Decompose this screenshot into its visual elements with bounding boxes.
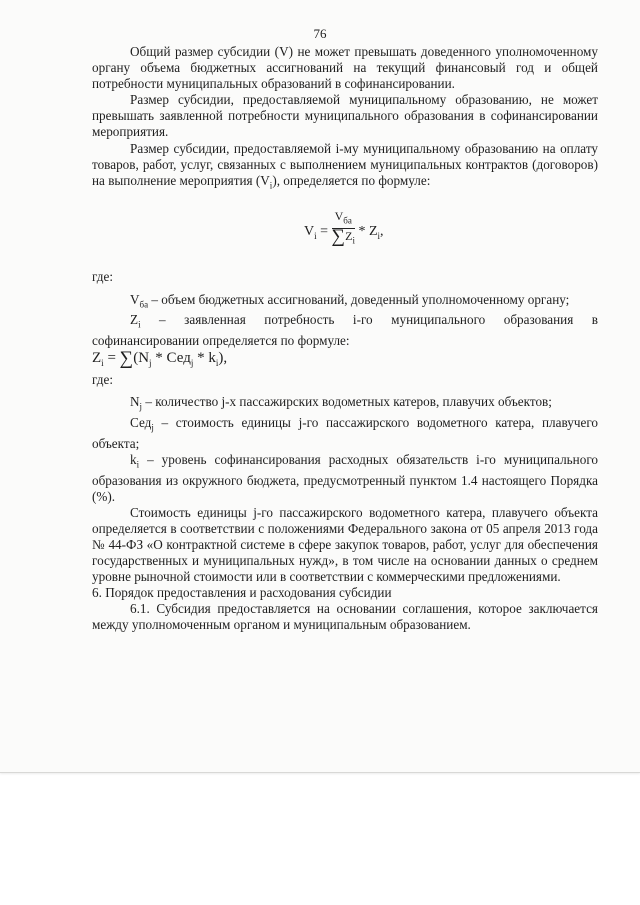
- definition-vba: $V_{ба}$ – объем бюджетных ассигнований, доведенный уполномоченному органу;: [130, 291, 570, 310]
- formula-fraction: $\frac{V_{ба}}{\sum Z_i}$: [331, 209, 355, 247]
- formula-demand: $Z_i = \sum(N_j * Сед_j * k_i)$,: [92, 348, 228, 370]
- paragraph-municipal-limit: Размер субсидии, предоставляемой муниципальному образованию, не может превышать заявленной потребности муниципального образования в софинансировании мероприятия.: [92, 92, 598, 140]
- where-label-1: где:: [92, 269, 113, 285]
- where-label-2: где:: [92, 372, 113, 388]
- formula-subsidy: $V_i$ = $\frac{V_{ба}}{\sum Z_i}$ * $Z_i$,: [304, 209, 384, 247]
- paragraph-unit-cost: Стоимость единицы j-го пассажирского водометного катера, плавучего объекта определяется в соответствии с положениями Федерального закона от 05 апреля 2013 года № 44-ФЗ «О контрактной системе в сфере закупок товаров, работ, услуг для обеспечения государственных и муниципальных нужд», в том числе на основании данных о среднем уровне рыночной стоимости или в соответствии с коммерческими предложениями.: [92, 504, 598, 585]
- paragraph-total-limit: Общий размер субсидии (V) не может превышать доведенного уполномоченному органу объема бюджетных ассигнований на текущий финансовый год и общей потребности муниципальных образований в софинансировании.: [92, 44, 598, 92]
- document-body: [92, 44, 598, 633]
- page-number: 76: [313, 26, 327, 41]
- section-heading: 6. Порядок предоставления и расходования субсидии: [92, 585, 392, 601]
- definition-ki: $k_i$ – уровень софинансирования расходных обязательств i-го муниципального образования из окружного бюджета, предусмотренный пунктом 1.4 настоящего Порядка (%).: [92, 451, 598, 504]
- definition-nj: $N_j$ – количество j-х пассажирских водометных катеров, плавучих объектов;: [130, 394, 552, 412]
- definition-cedj: Сед$_j$ – стоимость единицы j-го пассажирского водометного катера, плавучего объекта;: [92, 414, 598, 451]
- definition-zi: $Z_i$ – заявленная потребность i-го муниципального образования в софинансировании определяется по формуле:: [92, 312, 598, 349]
- paragraph-6-1: 6.1. Субсидия предоставляется на основании соглашения, которое заключается между уполномоченным органом и муниципальным образованием.: [92, 601, 598, 633]
- paragraph-subsidy-size: Размер субсидии, предоставляемой i-му муниципальному образованию на оплату товаров, работ, услуг, связанных с выполнением муниципальных контрактов (договоров) на выполнение мероприятия $(V_i)$, определяется по формуле:: [92, 140, 598, 191]
